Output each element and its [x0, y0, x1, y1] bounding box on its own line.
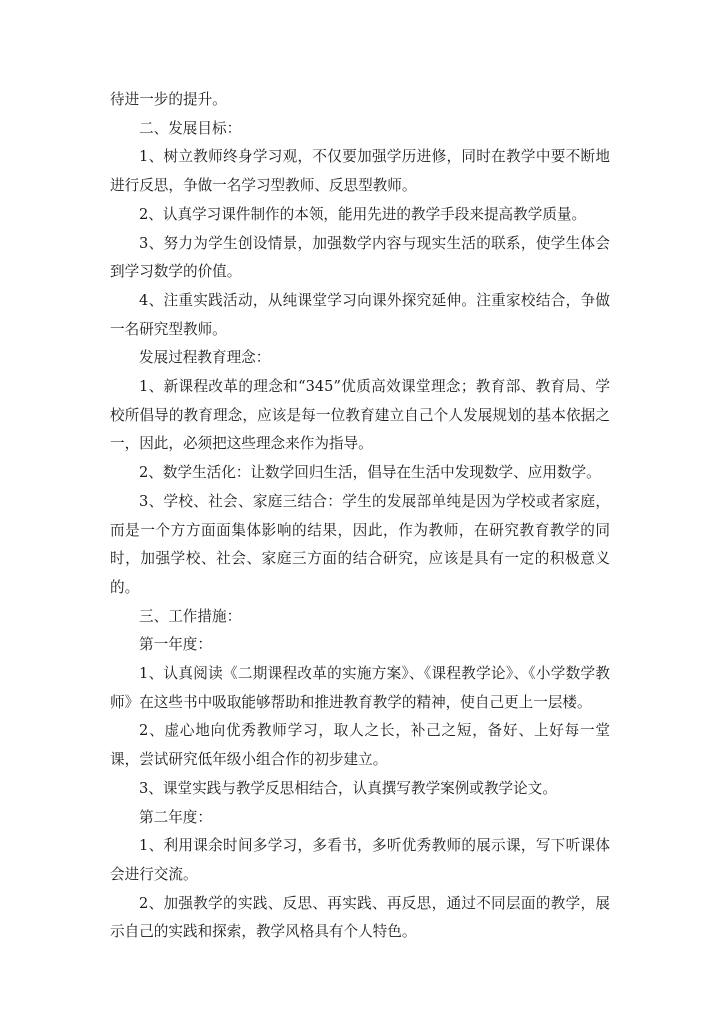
- second-year-item-1: 1、利用课余时间多学习，多看书，多听优秀教师的展示课，写下听课体会进行交流。: [110, 837, 610, 883]
- heading-first-year: 第一年度：: [139, 636, 212, 654]
- philosophy-item-2: 2、数学生活化：让数学回归生活，倡导在生活中发现数学、应用数学。: [139, 464, 601, 482]
- philosophy-item-1: 1、新课程改革的理念和“345”优质高效课堂理念；教育部、教育局、学校所倡导的教育理念，应该是每一位教育建立自己个人发展规划的基本依据之一，因此，必须把这些理念来作为指导。: [110, 378, 610, 453]
- heading-education-philosophy: 发展过程教育理念：: [139, 349, 271, 367]
- heading-second-year: 第二年度：: [139, 808, 212, 826]
- first-year-item-2: 2、虚心地向优秀教师学习，取人之长，补己之短，备好、上好每一堂课，尝试研究低年级小组合作的初步建立。: [110, 722, 610, 769]
- goal-item-1: 1、树立教师终身学习观，不仅要加强学历进修，同时在教学中要不断地进行反思，争做一名学习型教师、反思型教师。: [110, 148, 610, 195]
- philosophy-item-3: 3、学校、社会、家庭三结合：学生的发展部单纯是因为学校或者家庭，而是一个方方面面集体影响的结果，因此，作为教师，在研究教育教学的同时，加强学校、社会、家庭三方面的结合研究，应该是具有一定的积极意义的。: [110, 492, 610, 596]
- document-body: [110, 86, 610, 947]
- heading-work-measures: 三、工作措施：: [139, 607, 242, 625]
- second-year-item-2: 2、加强教学的实践、反思、再实践、再反思，通过不同层面的教学，展示自己的实践和探索，教学风格具有个人特色。: [110, 894, 610, 941]
- first-year-item-1: 1、认真阅读《二期课程改革的实施方案》、《课程教学论》、《小学数学教师》在这些书中吸取能够帮助和推进教育教学的精神，使自己更上一层楼。: [110, 665, 610, 711]
- goal-item-2: 2、认真学习课件制作的本领，能用先进的教学手段来提高教学质量。: [139, 205, 587, 223]
- heading-development-goals: 二、发展目标：: [139, 119, 242, 137]
- first-year-item-3: 3、课堂实践与教学反思相结合，认真撰写教学案例或教学论文。: [139, 779, 557, 797]
- goal-item-3: 3、努力为学生创设情景，加强数学内容与现实生活的联系，使学生体会到学习数学的价值。: [110, 234, 610, 281]
- paragraph-continuation: 待进一步的提升。: [110, 91, 227, 108]
- goal-item-4: 4、注重实践活动，从纯课堂学习向课外探究延伸。注重家校结合，争做一名研究型教师。: [110, 291, 610, 338]
